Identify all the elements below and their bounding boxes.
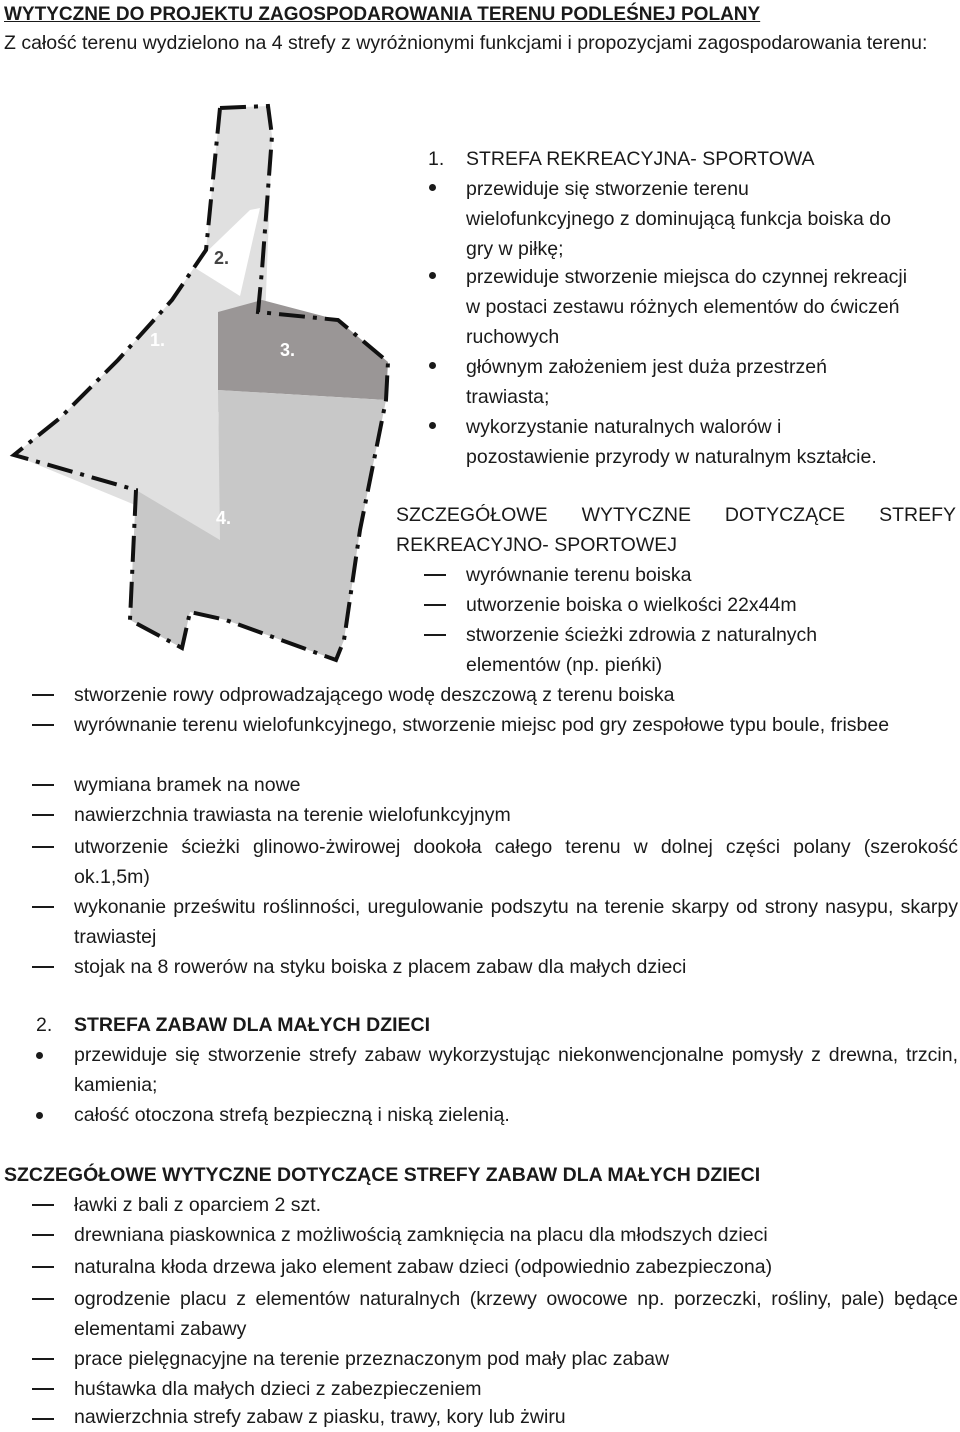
zone1-detail-long-3: wymiana bramek na nowe <box>74 774 301 796</box>
zone2-bullet-2: całość otoczona strefą bezpieczną i niską zielenią. <box>74 1104 510 1126</box>
zone1-detail-long-5: utworzenie ścieżki glinowo-żwirowej dookoła całego terenu w dolnej części polany (szerokość ok.1,5m) <box>74 836 958 888</box>
dash-icon <box>32 1298 54 1300</box>
zone1-detail-short-3-l1: stworzenie ścieżki zdrowia z naturalnych <box>466 624 818 646</box>
zone1-bullet-1-l2: wielofunkcyjnego z dominującą funkcja boiska do <box>466 208 891 230</box>
zone2-detail-7: nawierzchnia strefy zabaw z piasku, trawy, kory lub żwiru <box>74 1406 566 1428</box>
dash-icon <box>32 1234 54 1236</box>
zone-map <box>0 100 400 700</box>
zone1-detail-long-2: wyrównanie terenu wielofunkcyjnego, stworzenie miejsc pod gry zespołowe typu boule, frisbee <box>74 714 890 736</box>
bullet-icon <box>429 362 436 369</box>
zone1-detail-long-4: nawierzchnia trawiasta na terenie wielofunkcyjnym <box>74 804 511 826</box>
zone2-number: 2. <box>36 1014 53 1036</box>
zone2-detail-5: prace pielęgnacyjne na terenie przeznaczonym pod mały plac zabaw <box>74 1348 670 1370</box>
document-title: WYTYCZNE DO PROJEKTU ZAGOSPODAROWANIA TERENU PODLEŚNEJ POLANY <box>4 4 761 25</box>
zone2-details-heading: SZCZEGÓŁOWE WYTYCZNE DOTYCZĄCE STREFY ZABAW DLA MAŁYCH DZIECI <box>4 1164 761 1186</box>
bullet-icon <box>429 184 436 191</box>
dash-icon <box>32 1418 54 1420</box>
zone1-detail-short-2: utworzenie boiska o wielkości 22x44m <box>466 594 797 616</box>
dash-icon <box>32 814 54 816</box>
dash-icon <box>32 784 54 786</box>
zone1-bullet-2-l1: przewiduje stworzenie miejsca do czynnej rekreacji <box>466 266 908 288</box>
dash-icon <box>424 604 446 606</box>
dash-icon <box>424 574 446 576</box>
zone1-bullet-4-l1: wykorzystanie naturalnych walorów i <box>466 416 782 438</box>
dash-icon <box>32 1266 54 1268</box>
zone1-bullet-1-l1: przewiduje się stworzenie terenu <box>466 178 749 200</box>
zone1-details-heading-l2: REKREACYJNO- SPORTOWEJ <box>396 534 677 556</box>
zone-label-3: 3. <box>280 340 296 360</box>
bullet-icon <box>429 422 436 429</box>
zone2-detail-2: drewniana piaskownica z możliwością zamknięcia na placu dla młodszych dzieci <box>74 1224 768 1246</box>
dash-icon <box>32 846 54 848</box>
zone1-bullet-2-l2: w postaci zestawu różnych elementów do ćwiczeń <box>466 296 900 318</box>
dash-icon <box>32 906 54 908</box>
zone1-detail-long-7: stojak na 8 rowerów na styku boiska z placem zabaw dla małych dzieci <box>74 956 687 978</box>
bullet-icon <box>429 272 436 279</box>
bullet-icon <box>36 1112 43 1119</box>
zone1-bullet-3-l2: trawiasta; <box>466 386 550 408</box>
zone2-detail-4: ogrodzenie placu z elementów naturalnych (krzewy owocowe np. porzeczki, rośliny, pale) będące elementami zabawy <box>74 1288 958 1340</box>
zone1-heading: STREFA REKREACYJNA- SPORTOWA <box>466 148 815 170</box>
zone2-bullet-1: przewiduje się stworzenie strefy zabaw wykorzystując niekonwencjonalne pomysły z drewna, trzcin, kamienia; <box>74 1044 958 1096</box>
zone1-detail-short-3-l2: elementów (np. pieńki) <box>466 654 663 676</box>
zone1-bullet-4-l2: pozostawienie przyrody w naturalnym kształcie. <box>466 446 877 468</box>
zone1-bullet-3-l1: głównym założeniem jest duża przestrzeń <box>466 356 827 378</box>
dash-icon <box>32 694 54 696</box>
dash-icon <box>32 1204 54 1206</box>
zone2-detail-6: huśtawka dla małych dzieci z zabezpieczeniem <box>74 1378 482 1400</box>
dash-icon <box>32 1388 54 1390</box>
zone1-details-heading-l1: SZCZEGÓŁOWE WYTYCZNE DOTYCZĄCE STREFY <box>396 504 956 526</box>
bullet-icon <box>36 1052 43 1059</box>
intro-text: Z całość terenu wydzielono na 4 strefy z wyróżnionymi funkcjami i propozycjami zagospodarowania terenu: <box>4 32 928 54</box>
dash-icon <box>424 634 446 636</box>
dash-icon <box>32 966 54 968</box>
zone2-heading: STREFA ZABAW DLA MAŁYCH DZIECI <box>74 1014 431 1036</box>
zone-label-1: 1. <box>150 330 166 350</box>
zone1-detail-short-1: wyrównanie terenu boiska <box>466 564 692 586</box>
zone2-detail-1: ławki z bali z oparciem 2 szt. <box>74 1194 322 1216</box>
zone2-detail-3: naturalna kłoda drzewa jako element zabaw dzieci (odpowiednio zabezpieczona) <box>74 1256 773 1278</box>
zone1-detail-long-1: stworzenie rowy odprowadzającego wodę deszczową z terenu boiska <box>74 684 675 706</box>
dash-icon <box>32 1358 54 1360</box>
zone1-bullet-2-l3: ruchowych <box>466 326 560 348</box>
zone-label-2: 2. <box>214 248 230 268</box>
dash-icon <box>32 724 54 726</box>
zone1-number: 1. <box>428 148 445 170</box>
zone1-detail-long-6: wykonanie prześwitu roślinności, uregulowanie podszytu na terenie skarpy od strony nasypu, skarpy trawiastej <box>74 896 958 948</box>
zone-label-4: 4. <box>216 508 232 528</box>
zone1-bullet-1-l3: gry w piłkę; <box>466 238 564 260</box>
